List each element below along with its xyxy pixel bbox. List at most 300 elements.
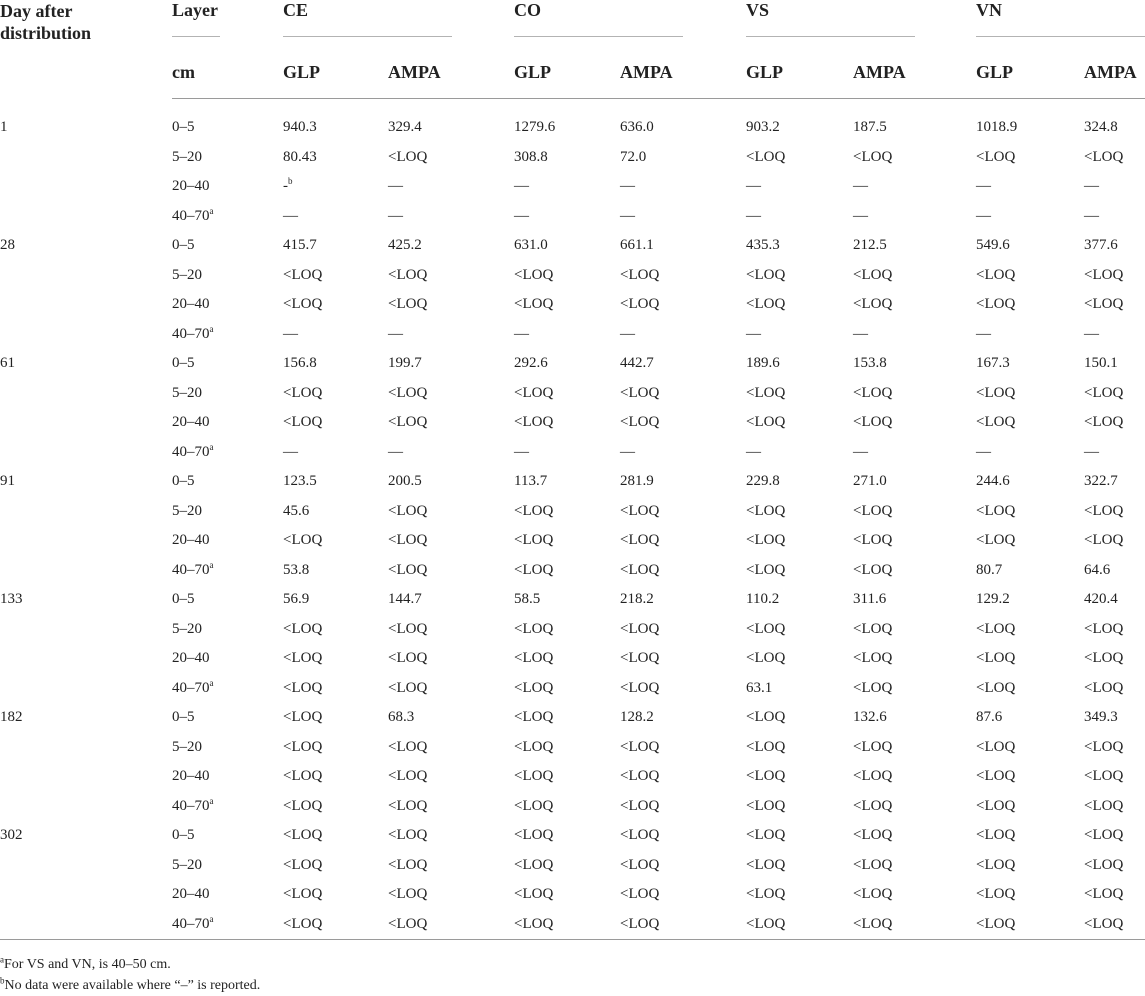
table-row — [0, 910, 1145, 940]
value-cell: <LOQ — [746, 709, 786, 726]
layer-cell: 0–5 — [172, 119, 195, 136]
value-cell: <LOQ — [1084, 148, 1124, 165]
layer-cell: 20–40 — [172, 178, 210, 195]
value-cell: <LOQ — [620, 384, 660, 401]
value-cell: <LOQ — [514, 768, 554, 785]
value-cell: 244.6 — [976, 473, 1010, 490]
value-cell: <LOQ — [514, 679, 554, 696]
value-cell: <LOQ — [388, 414, 428, 431]
value-cell: <LOQ — [976, 148, 1016, 165]
value-cell: <LOQ — [388, 910, 514, 940]
value-cell: — — [746, 207, 762, 224]
value-cell: <LOQ — [1084, 886, 1124, 903]
value-cell: 1018.9 — [976, 119, 1018, 136]
value-cell: <LOQ — [976, 502, 1016, 519]
layer-cell: 20–40 — [172, 650, 210, 667]
layer-cell: 20–40 — [172, 296, 210, 313]
value-cell: <LOQ — [388, 856, 428, 873]
value-cell: 218.2 — [620, 591, 654, 608]
value-cell: <LOQ — [976, 266, 1016, 283]
value-cell: <LOQ — [620, 266, 660, 283]
value-cell: — — [1084, 443, 1100, 460]
value-cell: <LOQ — [746, 384, 786, 401]
value-cell: <LOQ — [388, 266, 428, 283]
group-header-label: CO — [514, 0, 542, 20]
table-row — [0, 762, 1145, 792]
day-cell: 302 — [0, 827, 23, 844]
value-cell: <LOQ — [514, 532, 554, 549]
value-cell: <LOQ — [514, 384, 554, 401]
table-body — [0, 99, 1145, 940]
value-cell: <LOQ — [620, 502, 660, 519]
day-cell — [0, 910, 172, 940]
day-cell — [0, 438, 172, 468]
layer-cell: 40–70$^a$ — [172, 441, 214, 460]
value-cell: <LOQ — [514, 266, 554, 283]
value-cell: <LOQ — [388, 679, 428, 696]
value-cell: <LOQ — [853, 148, 893, 165]
table-row — [0, 349, 1145, 379]
value-cell: <LOQ — [1084, 296, 1124, 313]
layer-cell: 5–20 — [172, 384, 202, 401]
day-cell — [0, 379, 172, 409]
value-cell: <LOQ — [853, 650, 893, 667]
value-cell: — — [388, 207, 403, 224]
value-cell: <LOQ — [976, 414, 1016, 431]
group-header-vs — [746, 0, 976, 42]
value-cell: 72.0 — [620, 148, 647, 165]
group-header-label: VS — [746, 0, 770, 20]
value-cell: <LOQ — [283, 650, 323, 667]
value-cell: <LOQ — [283, 384, 323, 401]
layer-cell: 5–20 — [172, 620, 202, 637]
footnote-b: $^b$No data were available where “–” is reported. — [0, 975, 261, 993]
layer-cell: 5–20 — [172, 502, 202, 519]
value-cell: <LOQ — [1084, 414, 1124, 431]
value-cell: <LOQ — [1084, 679, 1124, 696]
table-row — [0, 467, 1145, 497]
value-cell: <LOQ — [388, 650, 428, 667]
table-row — [0, 615, 1145, 645]
value-cell: 903.2 — [746, 119, 780, 136]
value-cell: <LOQ — [620, 827, 660, 844]
value-cell: <LOQ — [976, 384, 1016, 401]
value-cell: <LOQ — [746, 620, 786, 637]
value-cell: <LOQ — [514, 620, 554, 637]
value-cell: — — [283, 443, 298, 460]
value-cell: <LOQ — [388, 620, 428, 637]
sub-header-glp: GLP — [976, 42, 1084, 99]
value-cell: 56.9 — [283, 591, 310, 608]
value-cell: <LOQ — [388, 148, 428, 165]
value-cell: <LOQ — [514, 910, 620, 940]
value-cell: <LOQ — [976, 650, 1016, 667]
value-cell: 150.1 — [1084, 355, 1118, 372]
value-cell: <LOQ — [746, 414, 786, 431]
value-cell: — — [514, 443, 530, 460]
sub-header-ampa: AMPA — [388, 42, 514, 99]
value-cell: — — [514, 207, 530, 224]
value-cell: <LOQ — [853, 797, 893, 814]
value-cell: <LOQ — [1084, 266, 1124, 283]
value-cell: 549.6 — [976, 237, 1010, 254]
value-cell: <LOQ — [746, 296, 786, 313]
layer-cell: 5–20 — [172, 266, 202, 283]
day-cell — [0, 408, 172, 438]
day-cell — [0, 497, 172, 527]
value-cell: <LOQ — [976, 679, 1016, 696]
value-cell: <LOQ — [388, 532, 428, 549]
value-cell: <LOQ — [746, 910, 853, 940]
value-cell: — — [1084, 207, 1100, 224]
layer-cell: 40–70$^a$ — [172, 910, 283, 940]
value-cell: <LOQ — [853, 384, 893, 401]
value-cell: <LOQ — [746, 768, 786, 785]
value-cell: <LOQ — [1084, 650, 1124, 667]
value-cell: <LOQ — [514, 886, 554, 903]
layer-cell: 40–70$^a$ — [172, 323, 214, 342]
value-cell: — — [976, 207, 992, 224]
value-cell: 123.5 — [283, 473, 317, 490]
value-cell: <LOQ — [388, 797, 428, 814]
day-cell — [0, 526, 172, 556]
value-cell: <LOQ — [388, 738, 428, 755]
sub-header-glp: GLP — [746, 42, 853, 99]
value-cell: <LOQ — [746, 561, 786, 578]
value-cell: 322.7 — [1084, 473, 1118, 490]
value-cell: <LOQ — [976, 856, 1016, 873]
value-cell: <LOQ — [620, 910, 746, 940]
value-cell: <LOQ — [853, 856, 893, 873]
value-cell: 324.8 — [1084, 119, 1118, 136]
table-row — [0, 644, 1145, 674]
value-cell: 80.7 — [976, 561, 1003, 578]
value-cell: <LOQ — [283, 296, 323, 313]
value-cell: 420.4 — [1084, 591, 1118, 608]
value-cell: <LOQ — [853, 910, 976, 940]
table-footnotes — [0, 954, 260, 996]
value-cell: — — [853, 207, 869, 224]
value-cell: <LOQ — [976, 620, 1016, 637]
value-cell: <LOQ — [283, 856, 323, 873]
value-cell: <LOQ — [746, 148, 786, 165]
group-header-co — [514, 0, 746, 42]
table-row — [0, 585, 1145, 615]
value-cell: <LOQ — [514, 502, 554, 519]
value-cell: <LOQ — [514, 650, 554, 667]
value-cell: <LOQ — [620, 768, 660, 785]
value-cell: 940.3 — [283, 119, 317, 136]
value-cell: 189.6 — [746, 355, 780, 372]
value-cell: — — [746, 443, 762, 460]
value-cell: — — [514, 178, 530, 195]
table-row — [0, 792, 1145, 822]
layer-cell: 0–5 — [172, 355, 195, 372]
value-cell: <LOQ — [1084, 620, 1124, 637]
value-cell: — — [388, 443, 403, 460]
value-cell: <LOQ — [976, 827, 1016, 844]
value-cell: 187.5 — [853, 119, 887, 136]
day-cell — [0, 674, 172, 704]
layer-cell: 5–20 — [172, 148, 202, 165]
value-cell: <LOQ — [283, 910, 388, 940]
value-cell: <LOQ — [853, 532, 893, 549]
value-cell: 292.6 — [514, 355, 548, 372]
value-cell: <LOQ — [853, 296, 893, 313]
day-cell: 91 — [0, 473, 15, 490]
value-cell: — — [283, 325, 298, 342]
value-cell: 167.3 — [976, 355, 1010, 372]
table-row — [0, 821, 1145, 851]
table-row — [0, 733, 1145, 763]
layer-cell: 0–5 — [172, 591, 195, 608]
value-cell: <LOQ — [620, 650, 660, 667]
value-cell: <LOQ — [388, 561, 428, 578]
value-cell: <LOQ — [514, 738, 554, 755]
layer-column-header — [172, 0, 283, 42]
value-cell: 661.1 — [620, 237, 654, 254]
value-cell: — — [620, 178, 636, 195]
group-header-ce — [283, 0, 514, 42]
value-cell: — — [1084, 178, 1100, 195]
sub-header-ampa: AMPA — [1084, 42, 1145, 99]
value-cell: — — [976, 443, 992, 460]
value-cell: <LOQ — [976, 296, 1016, 313]
sub-header-glp: GLP — [514, 42, 620, 99]
value-cell: — — [853, 443, 869, 460]
value-cell: — — [620, 325, 636, 342]
value-cell: 349.3 — [1084, 709, 1118, 726]
value-cell: 212.5 — [853, 237, 887, 254]
value-cell: 45.6 — [283, 502, 310, 519]
day-cell — [0, 320, 172, 350]
value-cell: <LOQ — [746, 650, 786, 667]
day-cell — [0, 143, 172, 173]
value-cell: <LOQ — [746, 827, 786, 844]
day-cell — [0, 851, 172, 881]
value-cell: 311.6 — [853, 591, 887, 608]
value-cell: <LOQ — [1084, 384, 1124, 401]
value-cell: <LOQ — [514, 296, 554, 313]
value-cell: 128.2 — [620, 709, 654, 726]
table-row — [0, 851, 1145, 881]
value-cell: <LOQ — [283, 886, 323, 903]
value-cell: <LOQ — [853, 886, 893, 903]
value-cell: <LOQ — [853, 679, 893, 696]
layer-cell: 40–70$^a$ — [172, 205, 214, 224]
value-cell: <LOQ — [853, 738, 893, 755]
value-cell: <LOQ — [853, 266, 893, 283]
day-cell — [0, 172, 172, 202]
day-cell — [0, 261, 172, 291]
day-cell — [0, 644, 172, 674]
day-cell: 182 — [0, 709, 23, 726]
value-cell: <LOQ — [620, 414, 660, 431]
value-cell: <LOQ — [1084, 532, 1124, 549]
value-cell: 415.7 — [283, 237, 317, 254]
value-cell: <LOQ — [388, 296, 428, 313]
layer-cell: 20–40 — [172, 886, 210, 903]
value-cell: <LOQ — [283, 768, 323, 785]
value-cell: <LOQ — [976, 886, 1016, 903]
table-row — [0, 320, 1145, 350]
value-cell: <LOQ — [853, 827, 893, 844]
table-row — [0, 143, 1145, 173]
layer-cell: 0–5 — [172, 709, 195, 726]
value-cell: <LOQ — [1084, 797, 1124, 814]
value-cell: <LOQ — [283, 532, 323, 549]
spacer — [0, 99, 1145, 114]
layer-cell: 5–20 — [172, 856, 202, 873]
value-cell: <LOQ — [388, 384, 428, 401]
value-cell: <LOQ — [388, 768, 428, 785]
day-cell: 28 — [0, 237, 15, 254]
value-cell: 199.7 — [388, 355, 422, 372]
value-cell: — — [388, 178, 403, 195]
value-cell: 156.8 — [283, 355, 317, 372]
value-cell: <LOQ — [620, 620, 660, 637]
table-row — [0, 438, 1145, 468]
day-cell: 61 — [0, 355, 15, 372]
value-cell: 144.7 — [388, 591, 422, 608]
table-row — [0, 202, 1145, 232]
day-cell — [0, 202, 172, 232]
value-cell: 631.0 — [514, 237, 548, 254]
value-cell: <LOQ — [746, 532, 786, 549]
layer-cell: 20–40 — [172, 532, 210, 549]
value-cell: 63.1 — [746, 679, 773, 696]
layer-cell: 0–5 — [172, 827, 195, 844]
value-cell: <LOQ — [1084, 856, 1124, 873]
value-cell: <LOQ — [283, 620, 323, 637]
value-cell: <LOQ — [620, 561, 660, 578]
table-row — [0, 674, 1145, 704]
value-cell: 53.8 — [283, 561, 310, 578]
value-cell: — — [620, 443, 636, 460]
day-cell — [0, 733, 172, 763]
value-cell: <LOQ — [1084, 768, 1124, 785]
value-cell: 636.0 — [620, 119, 654, 136]
layer-cell: 40–70$^a$ — [172, 559, 214, 578]
value-cell: 229.8 — [746, 473, 780, 490]
value-cell: 377.6 — [1084, 237, 1118, 254]
footnote-a: $^a$For VS and VN, is 40–50 cm. — [0, 954, 171, 972]
value-cell: <LOQ — [746, 886, 786, 903]
day-cell: 1 — [0, 119, 8, 136]
value-cell: <LOQ — [620, 886, 660, 903]
value-cell: 68.3 — [388, 709, 415, 726]
value-cell: — — [514, 325, 530, 342]
value-cell: 442.7 — [620, 355, 654, 372]
layer-cell: 20–40 — [172, 414, 210, 431]
value-cell: <LOQ — [976, 797, 1016, 814]
value-cell: <LOQ — [746, 266, 786, 283]
table-row — [0, 497, 1145, 527]
value-cell: — — [1084, 325, 1100, 342]
value-cell: 87.6 — [976, 709, 1003, 726]
value-cell: <LOQ — [514, 414, 554, 431]
value-cell: <LOQ — [620, 738, 660, 755]
group-header-vn — [976, 0, 1145, 42]
value-cell: <LOQ — [283, 679, 323, 696]
table-row — [0, 379, 1145, 409]
value-cell: <LOQ — [620, 679, 660, 696]
value-cell: <LOQ — [853, 768, 893, 785]
value-cell: 110.2 — [746, 591, 780, 608]
day-cell: 133 — [0, 591, 23, 608]
value-cell: <LOQ — [283, 266, 323, 283]
value-cell: — — [388, 325, 403, 342]
value-cell: <LOQ — [388, 886, 428, 903]
value-cell: 80.43 — [283, 148, 317, 165]
value-cell: <LOQ — [283, 797, 323, 814]
value-cell: — — [853, 178, 869, 195]
value-cell: <LOQ — [283, 827, 323, 844]
value-cell: 425.2 — [388, 237, 422, 254]
value-cell: — — [746, 325, 762, 342]
value-cell: — — [976, 178, 992, 195]
value-cell: <LOQ — [283, 709, 323, 726]
layer-cell: 40–70$^a$ — [172, 677, 214, 696]
day-cell — [0, 615, 172, 645]
table-row — [0, 290, 1145, 320]
table-row — [0, 408, 1145, 438]
value-cell: — — [976, 325, 992, 342]
value-cell: <LOQ — [514, 709, 554, 726]
value-cell: 132.6 — [853, 709, 887, 726]
value-cell: <LOQ — [514, 797, 554, 814]
table-row — [0, 172, 1145, 202]
day-column-header: Day after distribution — [0, 1, 92, 43]
value-cell: 58.5 — [514, 591, 541, 608]
value-cell: — — [746, 178, 762, 195]
value-cell: <LOQ — [853, 502, 893, 519]
layer-cell: 0–5 — [172, 237, 195, 254]
day-cell — [0, 880, 172, 910]
table-row — [0, 231, 1145, 261]
value-cell: <LOQ — [388, 502, 428, 519]
value-cell: <LOQ — [976, 738, 1016, 755]
table-row — [0, 556, 1145, 586]
value-cell: <LOQ — [1084, 502, 1124, 519]
value-cell: 129.2 — [976, 591, 1010, 608]
value-cell: <LOQ — [283, 738, 323, 755]
day-cell — [0, 762, 172, 792]
value-cell: <LOQ — [976, 910, 1084, 940]
value-cell: <LOQ — [746, 502, 786, 519]
layer-cell: 5–20 — [172, 738, 202, 755]
value-cell: 281.9 — [620, 473, 654, 490]
value-cell: 200.5 — [388, 473, 422, 490]
value-cell: <LOQ — [388, 827, 428, 844]
value-cell: <LOQ — [746, 797, 786, 814]
value-cell: <LOQ — [283, 414, 323, 431]
sub-header-ampa: AMPA — [620, 42, 746, 99]
value-cell: <LOQ — [514, 827, 554, 844]
value-cell: <LOQ — [976, 768, 1016, 785]
value-cell: <LOQ — [853, 561, 893, 578]
table-row — [0, 880, 1145, 910]
value-cell: 153.8 — [853, 355, 887, 372]
group-header-label: CE — [283, 0, 309, 20]
group-header-label: VN — [976, 0, 1003, 20]
value-cell: <LOQ — [1084, 910, 1145, 940]
value-cell: <LOQ — [620, 296, 660, 313]
layer-cell: 40–70$^a$ — [172, 795, 214, 814]
layer-unit-header: cm — [172, 42, 283, 99]
value-cell: 1279.6 — [514, 119, 556, 136]
sub-header-ampa: AMPA — [853, 42, 976, 99]
